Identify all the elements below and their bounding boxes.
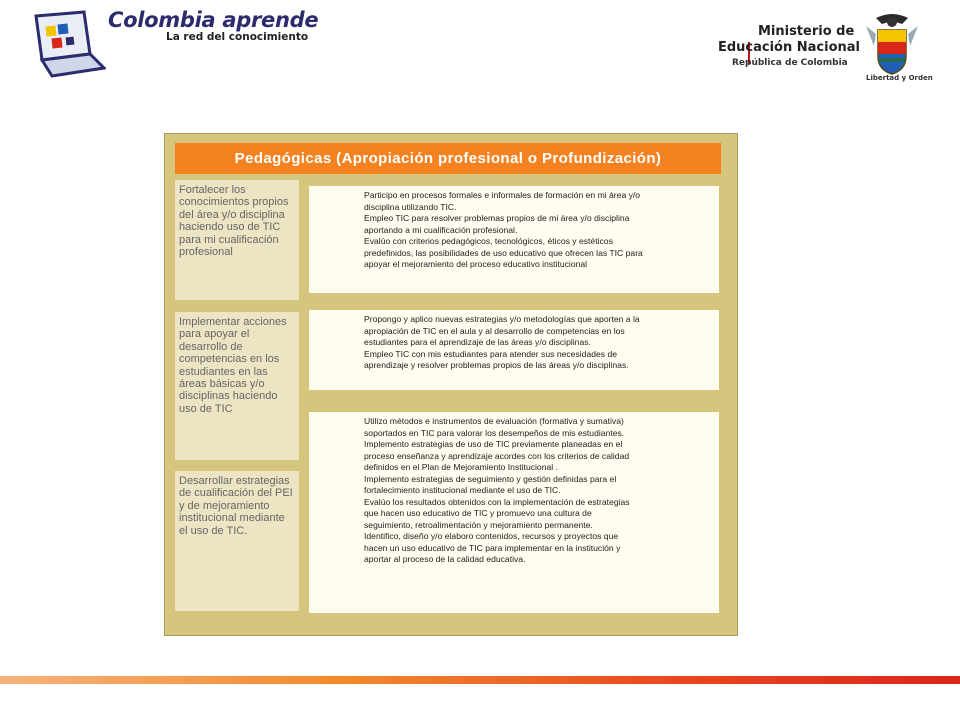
right-box-3-line: aportar al proceso de la calidad educativa. bbox=[364, 554, 526, 564]
right-box-2 bbox=[309, 310, 719, 390]
ministry-logo-text bbox=[718, 24, 860, 70]
ministry-line-2: Educación Nacional bbox=[717, 40, 860, 55]
right-box-3-line: Implemento estrategias de seguimiento y gestión definidas para el bbox=[364, 473, 617, 484]
right-box-3-line: Utilizo métodos e instrumentos de evaluación (formativa y sumativa) bbox=[364, 416, 624, 426]
left-box-1: Fortalecer los conocimientos propios del área y/o disciplina haciendo uso de TIC para mi cualificación profesional bbox=[175, 180, 299, 300]
right-box-3-line: definidos en el Plan de Mejoramiento Institucional . bbox=[364, 462, 558, 472]
right-box-3-line: fortalecimiento institucional mediante el uso de TIC. bbox=[364, 485, 561, 495]
right-box-1-line: Empleo TIC para resolver problemas propios de mi área y/o disciplina bbox=[364, 213, 630, 223]
right-box-3-line: Evalúo los resultados obtenidos con la implementación de estrategias bbox=[364, 496, 630, 507]
right-box-2-line: Empleo TIC con mis estudiantes para atender sus necesidades de bbox=[364, 348, 618, 359]
right-box-2-line: apropiación de TIC en el aula y al desarrollo de competencias en los bbox=[364, 325, 625, 336]
right-box-1-line: predefinidos, las posibilidades de uso educativo que ofrecen las TIC para bbox=[364, 247, 643, 258]
panel-title: Pedagógicas (Apropiación profesional o Profundización) bbox=[175, 143, 721, 174]
right-box-3-line: Identifico, diseño y/o elaboro contenidos, recursos y proyectos que bbox=[364, 531, 619, 541]
left-box-2: Implementar acciones para apoyar el desarrollo de competencias en los estudiantes en las áreas básicas y/o disciplinas haciendo uso de TIC bbox=[175, 312, 299, 460]
ministry-line-3: República de Colombia bbox=[731, 58, 848, 68]
right-box-3-line: que hacen uso educativo de TIC y promuevo una cultura de bbox=[364, 508, 592, 518]
colombia-aprende-laptop-icon bbox=[30, 10, 106, 78]
brand-title: Colombia aprende bbox=[108, 8, 319, 32]
ministry-line-1: Ministerio de bbox=[757, 24, 855, 39]
right-box-2-line: aprendizaje y resolver problemas propios de las áreas y/o disciplinas. bbox=[364, 360, 629, 370]
right-box-3-line: Implemento estrategias de uso de TIC previamente planeadas en el bbox=[364, 439, 623, 449]
right-box-3-line: soportados en TIC para valorar los desempeños de mis estudiantes. bbox=[364, 427, 625, 438]
footer-gradient-bar bbox=[0, 676, 960, 684]
right-box-1-line: disciplina utilizando TIC. bbox=[364, 201, 457, 212]
competency-panel bbox=[164, 133, 738, 636]
left-box-3: Desarrollar estrategias de cualificación del PEI y de mejoramiento institucional mediante el uso de TIC. bbox=[175, 471, 299, 611]
brand-subtitle: La red del conocimiento bbox=[166, 31, 309, 43]
right-box-1-line: apoyar el mejoramiento del proceso educativo institucional bbox=[364, 259, 588, 269]
right-box-1 bbox=[309, 186, 719, 293]
right-box-1-line: Evalúo con criterios pedagógicos, tecnológicos, éticos y estéticos bbox=[364, 236, 613, 246]
right-box-3-line: hacen un uso educativo de TIC para implementar en la institución y bbox=[364, 542, 621, 553]
right-box-2-line: Propongo y aplico nuevas estrategias y/o metodologías que aporten a la bbox=[364, 314, 640, 324]
right-box-2-line: estudiantes para el aprendizaje de las áreas y/o disciplinas. bbox=[364, 337, 591, 347]
right-box-3-line: seguimiento, retroalimentación y mejoramiento permanente. bbox=[364, 519, 593, 530]
ministry-motto: Libertad y Orden bbox=[866, 74, 933, 82]
right-box-3-line: proceso enseñanza y aprendizaje acordes con los criterios de calidad bbox=[364, 450, 630, 461]
right-box-1-line: aportando a mi cualificación profesional. bbox=[364, 224, 518, 235]
right-box-3 bbox=[309, 412, 719, 613]
right-box-1-line: Participo en procesos formales e informales de formación en mi área y/o bbox=[364, 190, 641, 200]
